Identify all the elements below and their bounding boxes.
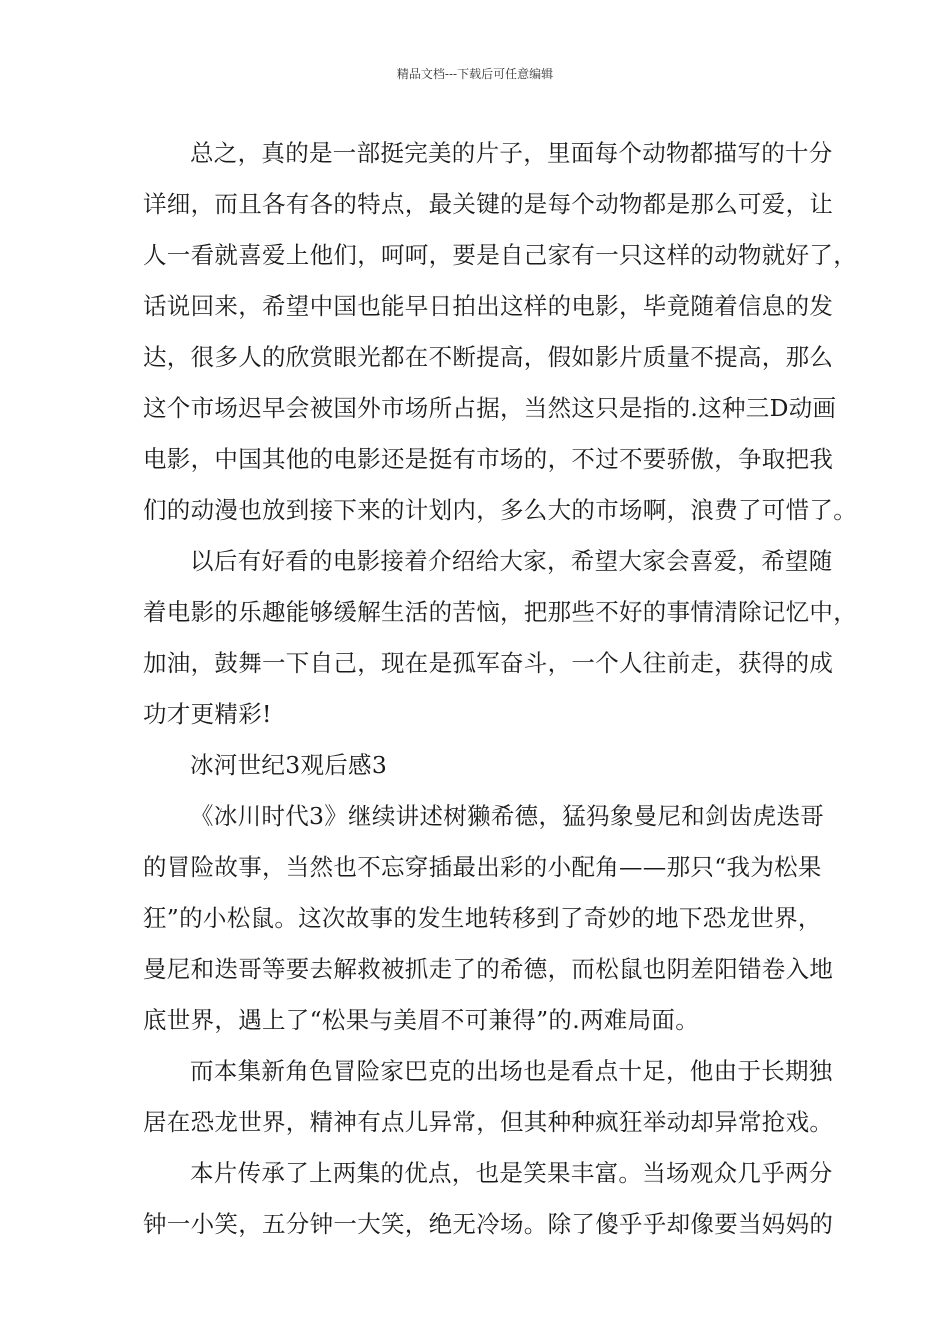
- paragraph-line: 钟一小笑，五分钟一大笑，绝无冷场。除了傻乎乎却像要当妈妈的: [143, 1210, 834, 1238]
- paragraph-line: 的冒险故事，当然也不忘穿插最出彩的小配角——那只“我为松果: [143, 853, 822, 881]
- paragraph-line: 功才更精彩!: [143, 700, 272, 728]
- paragraph-line: 详细，而且各有各的特点，最关键的是每个动物都是那么可爱，让: [143, 190, 834, 218]
- document-body: [143, 128, 857, 1250]
- paragraph-line: 底世界，遇上了“松果与美眉不可兼得”的.两难局面。: [143, 1006, 699, 1034]
- paragraph-line: 电影，中国其他的电影还是挺有市场的，不过不要骄傲，争取把我: [143, 445, 834, 473]
- paragraph-line: 总之，真的是一部挺完美的片子，里面每个动物都描写的十分: [190, 139, 833, 167]
- paragraph-line: 着电影的乐趣能够缓解生活的苦恼，把那些不好的事情清除记忆中，: [143, 598, 857, 626]
- paragraph-line: 们的动漫也放到接下来的计划内，多么大的市场啊，浪费了可惜了。: [143, 496, 857, 524]
- paragraph-line: 人一看就喜爱上他们，呵呵，要是自己家有一只这样的动物就好了，: [143, 241, 857, 269]
- section-heading: 冰河世纪3观后感3: [190, 751, 388, 779]
- paragraph-line: 本片传承了上两集的优点，也是笑果丰富。当场观众几乎两分: [190, 1159, 833, 1187]
- paragraph-line: 这个市场迟早会被国外市场所占据，当然这只是指的.这种三D动画: [143, 394, 837, 422]
- paragraph-line: 《冰川时代3》继续讲述树獭希德，猛犸象曼尼和剑齿虎迭哥: [190, 802, 825, 830]
- paragraph-line: 曼尼和迭哥等要去解救被抓走了的希德，而松鼠也阴差阳错卷入地: [143, 955, 834, 983]
- paragraph-line: 而本集新角色冒险家巴克的出场也是看点十足，他由于长期独: [190, 1057, 833, 1085]
- paragraph-line: 达，很多人的欣赏眼光都在不断提高，假如影片质量不提高，那么: [143, 343, 834, 371]
- paragraph-line: 居在恐龙世界，精神有点儿异常，但其种种疯狂举动却异常抢戏。: [143, 1108, 834, 1136]
- page-header: 精品文档---下载后可任意编辑: [396, 67, 554, 81]
- paragraph-line: 话说回来，希望中国也能早日拍出这样的电影，毕竟随着信息的发: [143, 292, 834, 320]
- paragraph-line: 狂”的小松鼠。这次故事的发生地转移到了奇妙的地下恐龙世界，: [143, 904, 822, 932]
- paragraph-line: 加油，鼓舞一下自己，现在是孤军奋斗，一个人往前走，获得的成: [143, 649, 834, 677]
- paragraph-line: 以后有好看的电影接着介绍给大家，希望大家会喜爱，希望随: [190, 547, 833, 575]
